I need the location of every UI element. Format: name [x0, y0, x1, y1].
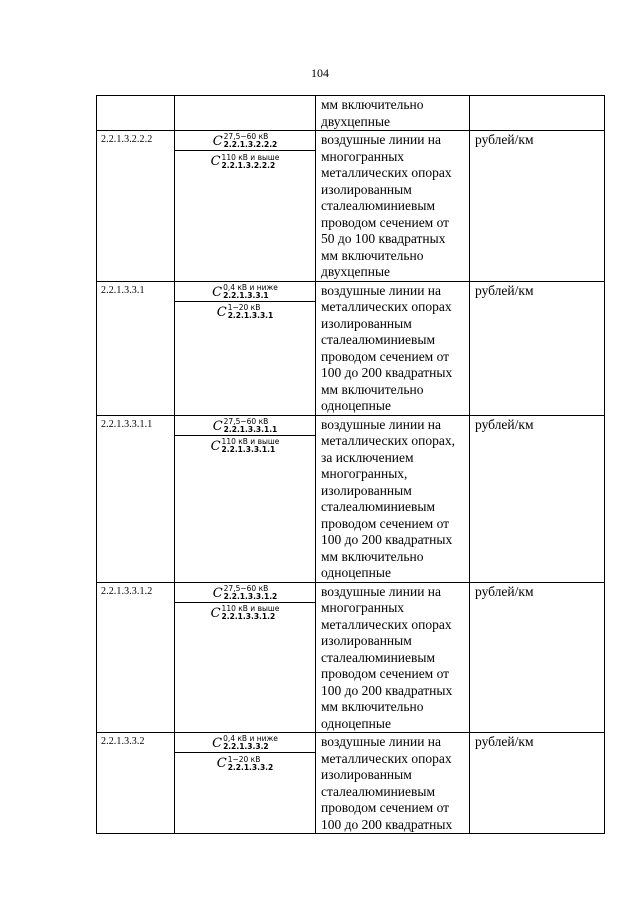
symbol-bottom: [175, 436, 315, 455]
symbol-subscript: 2.2.1.3.3.2: [227, 762, 274, 772]
row-unit: рублей/км: [475, 132, 534, 147]
symbol-bottom: [175, 753, 315, 772]
row-description: воздушные линии на металлических опорах изолированным сталеалюминиевым проводом сечением от 100 до 200 квадратных: [321, 734, 453, 832]
table-row: [97, 281, 605, 415]
symbol-subscript: 2.2.1.3.3.1.2: [223, 591, 278, 601]
symbol-indices: [222, 154, 280, 170]
row-unit: рублей/км: [475, 583, 534, 599]
row-code: 2.2.1.3.3.1.1: [101, 418, 153, 430]
symbol-letter: C: [212, 284, 223, 300]
symbol-top: [175, 131, 315, 150]
symbol-subscript: 2.2.1.3.3.1.1: [221, 445, 276, 455]
unit-cell: [470, 96, 605, 131]
row-description: воздушные линии на многогранных металлических опорах изолированным сталеалюминиевым проводом сечением от 100 до 200 квадратных мм включительно одноцепные: [321, 583, 453, 731]
table-row: [97, 415, 605, 582]
symbol-indices: [223, 735, 278, 751]
symbol-superscript: 1−20 кВ: [227, 303, 261, 313]
symbol-indices: [228, 304, 274, 320]
code-cell: [97, 415, 175, 582]
symbol-indices: [224, 133, 278, 149]
unit-cell: [470, 582, 605, 733]
symbol-superscript: 110 кВ и выше: [221, 152, 280, 162]
row-code: 2.2.1.3.2.2.2: [101, 134, 153, 145]
row-code: 2.2.1.3.3.2: [101, 736, 145, 747]
symbol-superscript: 1−20 кВ: [227, 754, 261, 764]
symbol-letter: C: [212, 735, 223, 751]
symbol-indices: [228, 756, 274, 772]
row-description: воздушные линии на металлических опорах, за исключением многогранных, изолированным сталеалюминиевым проводом сечением от 100 до 200 квадратных мм включительно одноцепные: [321, 416, 456, 580]
page-number: 104: [311, 66, 329, 80]
symbol-bottom: [175, 302, 315, 321]
row-code: 2.2.1.3.3.1: [101, 284, 145, 296]
code-cell: [97, 582, 175, 733]
symbol-letter: C: [210, 438, 221, 454]
code-cell: [97, 131, 175, 282]
code-cell: [97, 96, 175, 131]
symbol-superscript: 27,5−60 кВ: [223, 416, 269, 426]
symbol-superscript: 0,4 кВ и ниже: [223, 734, 278, 744]
description-cell: [316, 281, 470, 415]
unit-cell: [470, 131, 605, 282]
symbol-subscript: 2.2.1.3.3.1: [223, 290, 269, 300]
tariff-table: [96, 95, 605, 834]
row-description: мм включительно двухцепные: [321, 97, 424, 129]
row-description: воздушные линии на многогранных металлических опорах изолированным сталеалюминиевым проводом сечением от 50 до 100 квадратных мм включительно двухцепные: [321, 132, 452, 279]
table-row: [97, 733, 605, 834]
symbol-cell: [175, 96, 316, 131]
symbol-subscript: 2.2.1.3.3.1: [227, 311, 274, 321]
description-cell: [316, 96, 470, 131]
table-row: [97, 582, 605, 733]
row-unit: рублей/км: [475, 734, 534, 749]
symbol-cell: [175, 582, 316, 733]
symbol-letter: C: [216, 304, 227, 320]
symbol-superscript: 27,5−60 кВ: [223, 583, 269, 593]
symbol-bottom: [175, 603, 315, 622]
code-cell: [97, 733, 175, 834]
row-unit: рублей/км: [475, 416, 534, 432]
symbol-top: [175, 583, 315, 602]
symbol-subscript: 2.2.1.3.3.2: [223, 742, 269, 752]
symbol-indices: [224, 585, 278, 601]
symbol-indices: [224, 418, 278, 434]
symbol-letter: C: [212, 133, 223, 149]
symbol-superscript: 110 кВ и выше: [221, 604, 280, 614]
symbol-cell: [175, 733, 316, 834]
symbol-letter: C: [216, 756, 227, 772]
unit-cell: [470, 281, 605, 415]
symbol-cell: [175, 281, 316, 415]
row-unit: рублей/км: [475, 282, 534, 298]
symbol-bottom: [175, 151, 315, 170]
description-cell: [316, 415, 470, 582]
symbol-letter: C: [212, 418, 223, 434]
symbol-superscript: 0,4 кВ и ниже: [223, 282, 278, 292]
unit-cell: [470, 733, 605, 834]
symbol-letter: C: [210, 605, 221, 621]
unit-cell: [470, 415, 605, 582]
description-cell: [316, 131, 470, 282]
row-unit: [470, 96, 604, 97]
symbol-letter: C: [212, 585, 223, 601]
symbol-subscript: 2.2.1.3.2.2.2: [223, 140, 278, 150]
symbol-cell: [175, 415, 316, 582]
table-row: [97, 131, 605, 282]
symbol-superscript: 110 кВ и выше: [221, 437, 280, 447]
symbol-cell: [175, 131, 316, 282]
symbol-top: [175, 733, 315, 752]
description-cell: [316, 582, 470, 733]
symbol-indices: [223, 284, 278, 300]
symbol-superscript: 27,5−60 кВ: [223, 132, 269, 142]
symbol-subscript: 2.2.1.3.3.1.2: [221, 612, 276, 622]
symbol-letter: C: [210, 154, 221, 170]
symbol-top: [175, 282, 315, 301]
code-cell: [97, 281, 175, 415]
row-code: [97, 96, 174, 102]
table-row: [97, 96, 605, 131]
symbol-indices: [222, 438, 280, 454]
row-description: воздушные линии на металлических опорах изолированным сталеалюминиевым проводом сечением от 100 до 200 квадратных мм включительно одноцепные: [321, 282, 453, 413]
row-code: 2.2.1.3.3.1.2: [101, 585, 153, 597]
symbol-subscript: 2.2.1.3.3.1.1: [223, 424, 278, 434]
symbol-top: [175, 416, 315, 435]
symbol-subscript: 2.2.1.3.2.2.2: [221, 160, 276, 170]
description-cell: [316, 733, 470, 834]
symbol-indices: [222, 605, 280, 621]
